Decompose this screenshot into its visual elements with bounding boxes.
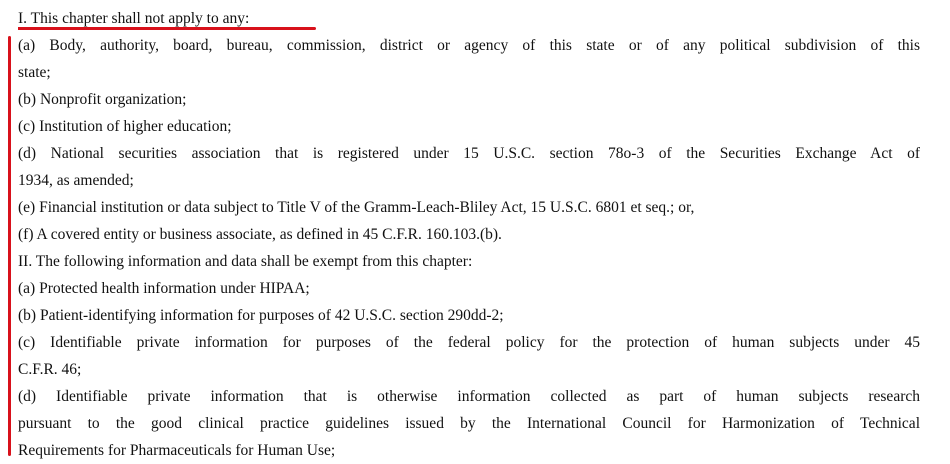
section-1-heading <box>18 5 249 32</box>
section-1-item-f: (f) A covered entity or business associate, as defined in 45 C.F.R. 160.103.(b). <box>18 226 502 243</box>
section-2-item-a: (a) Protected health information under HIPAA; <box>18 280 310 297</box>
section-2-item-d-line-1: (d) Identifiable private information that is otherwise information collected as part of human subjects research <box>18 388 920 405</box>
section-1-heading-line <box>18 5 920 32</box>
section-2-item-c-line-1: (c) Identifiable private information for purposes of the federal policy for the protection of human subjects under 45 <box>18 334 920 351</box>
heading-underline-highlight <box>18 27 316 30</box>
section-1-item-b: (b) Nonprofit organization; <box>18 91 187 108</box>
section-2-heading: II. The following information and data shall be exempt from this chapter: <box>18 253 473 270</box>
section-1-item-e: (e) Financial institution or data subject to Title V of the Gramm-Leach-Bliley Act, 15 U.S.C. 6801 et seq.; or, <box>18 199 695 216</box>
section-2-item-b: (b) Patient-identifying information for purposes of 42 U.S.C. section 290dd-2; <box>18 307 504 324</box>
section-1-heading-text: I. This chapter shall not apply to any: <box>18 10 250 27</box>
statute-excerpt <box>18 5 920 464</box>
section-2-item-d-line-2: pursuant to the good clinical practice guidelines issued by the International Council for Harmonization of Technical <box>18 415 920 432</box>
section-1-item-d-line-2: 1934, as amended; <box>18 172 134 189</box>
section-2-item-d-line-3: Requirements for Pharmaceuticals for Human Use; <box>18 442 336 459</box>
margin-highlight-bar <box>8 36 11 456</box>
section-1-item-d-line-1: (d) National securities association that is registered under 15 U.S.C. section 78o-3 of the Securities Exchange Act of <box>18 145 920 162</box>
section-1-item-a-line-2: state; <box>18 64 51 81</box>
section-2-item-c-line-2: C.F.R. 46; <box>18 361 82 378</box>
section-1-item-c: (c) Institution of higher education; <box>18 118 232 135</box>
section-1-item-a-line-1: (a) Body, authority, board, bureau, commission, district or agency of this state or of any political subdivision of this <box>18 37 920 54</box>
